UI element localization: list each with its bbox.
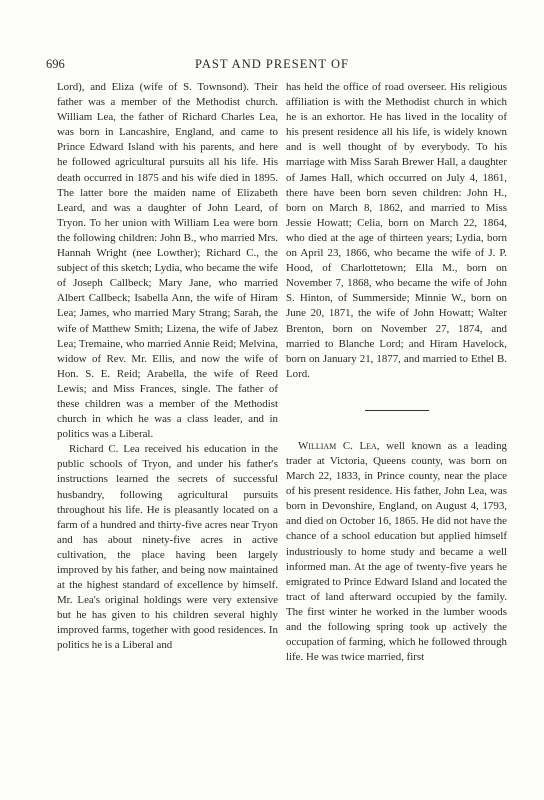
right-column [286, 80, 507, 665]
left-paragraph-1: Lord), and Eliza (wife of S. Townsond). Their father was a member of the Methodist church. William Lea, the father of Richard Charles Lea, was born in Lancashire, England, and came to Prince Edward Island with his parents, and here he followed agricultural pursuits all his life. His death occurred in 1875 and his wife died in 1895. The latter bore the maiden name of Elizabeth Leard, and was a daughter of John Leard, of Tryon. To her union with William Lea were born the following children: John B., who married Mrs. Hannah Wright (nee Lowther); Richard C., the subject of this sketch; Lydia, who became the wife of Joseph Callbeck; Mary Jane, who married Albert Callbeck; Isabella Ann, the wife of Hiram Lea; James, who married Mary Strang; Sarah, the wife of Matthew Smith; Lizena, the wife of Jabez Lea; Tremaine, who married Annie Reid; Melvina, widow of Rev. Mr. Ellis, and now the wife of Hon. S. E. Reid; Arabella, the wife of Reed Lewis; and Miss Frances, single. The father of these children was a member of the Methodist church in which he was a class leader, and in politics was a Liberal. [57, 81, 278, 441]
right-paragraph-2-text: well known as a leading trader at Victoria, Queens county, was born on March 22, 1833, in Prince county, near the place of his present residence. His father, John Lea, was born in Devonshire, England, on August 4, 1793, and died on October 16, 1865. He did not have the chance of a school education but applied himself industriously to home study and became a well informed man. At the age of twenty-five years he emigrated to Prince Edward Island and located the tract of land afterward occupied by the family. The first winter he worked in the lumber woods and the following spring took up actively the occupation of farming, which he followed through life. He was twice married, first [286, 439, 507, 664]
page-header [0, 57, 544, 77]
right-paragraph-1: has held the office of road overseer. His religious affiliation is with the Methodist church in which he is an exhortor. He has lived in the locality of his present residence all his life, is widely known and is well thought of by everybody. To his marriage with Miss Sarah Brewer Hall, a daughter of James Hall, which occurred on July 4, 1861, there have been born seven children: John H., born on March 8, 1862, and married to Miss Jessie Howatt; Celia, born on March 22, 1864, who died at the age of thirteen years; Lydia, born on April 23, 1866, who became the wife of J. P. Hood, of Charlottetown; Ella M., born on November 7, 1868, who became the wife of John S. Hinton, of Summerside; Minnie W., born on June 20, 1871, the wife of John Howatt; Walter Brenton, born on November 27, 1874, and married to Blanche Lord; and Hiram Havelock, born on January 21, 1877, and married to Ethel B. Lord. [286, 81, 507, 380]
subject-name: William C. Lea, [298, 439, 380, 452]
left-paragraph-2: Richard C. Lea received his education in the public schools of Tryon, and under his father's instructions learned the secrets of successful husbandry, following agricultural pursuits throughout his life. He is pleasantly located on a farm of a hundred and thirty-five acres near Tryon and has about ninety-five acres in active cultivation, the place having been largely improved by his father, and being now maintained at the highest standard of excellence by himself. Mr. Lea's original holdings were very extensive but he has given to his children several highly improved farms, together with good residences. In politics he is a Liberal and [57, 443, 278, 652]
section-divider [365, 410, 429, 411]
right-paragraph-2 [286, 439, 507, 665]
page-number: 696 [46, 57, 65, 71]
left-column [57, 80, 278, 654]
running-head: PAST AND PRESENT OF [195, 57, 349, 71]
